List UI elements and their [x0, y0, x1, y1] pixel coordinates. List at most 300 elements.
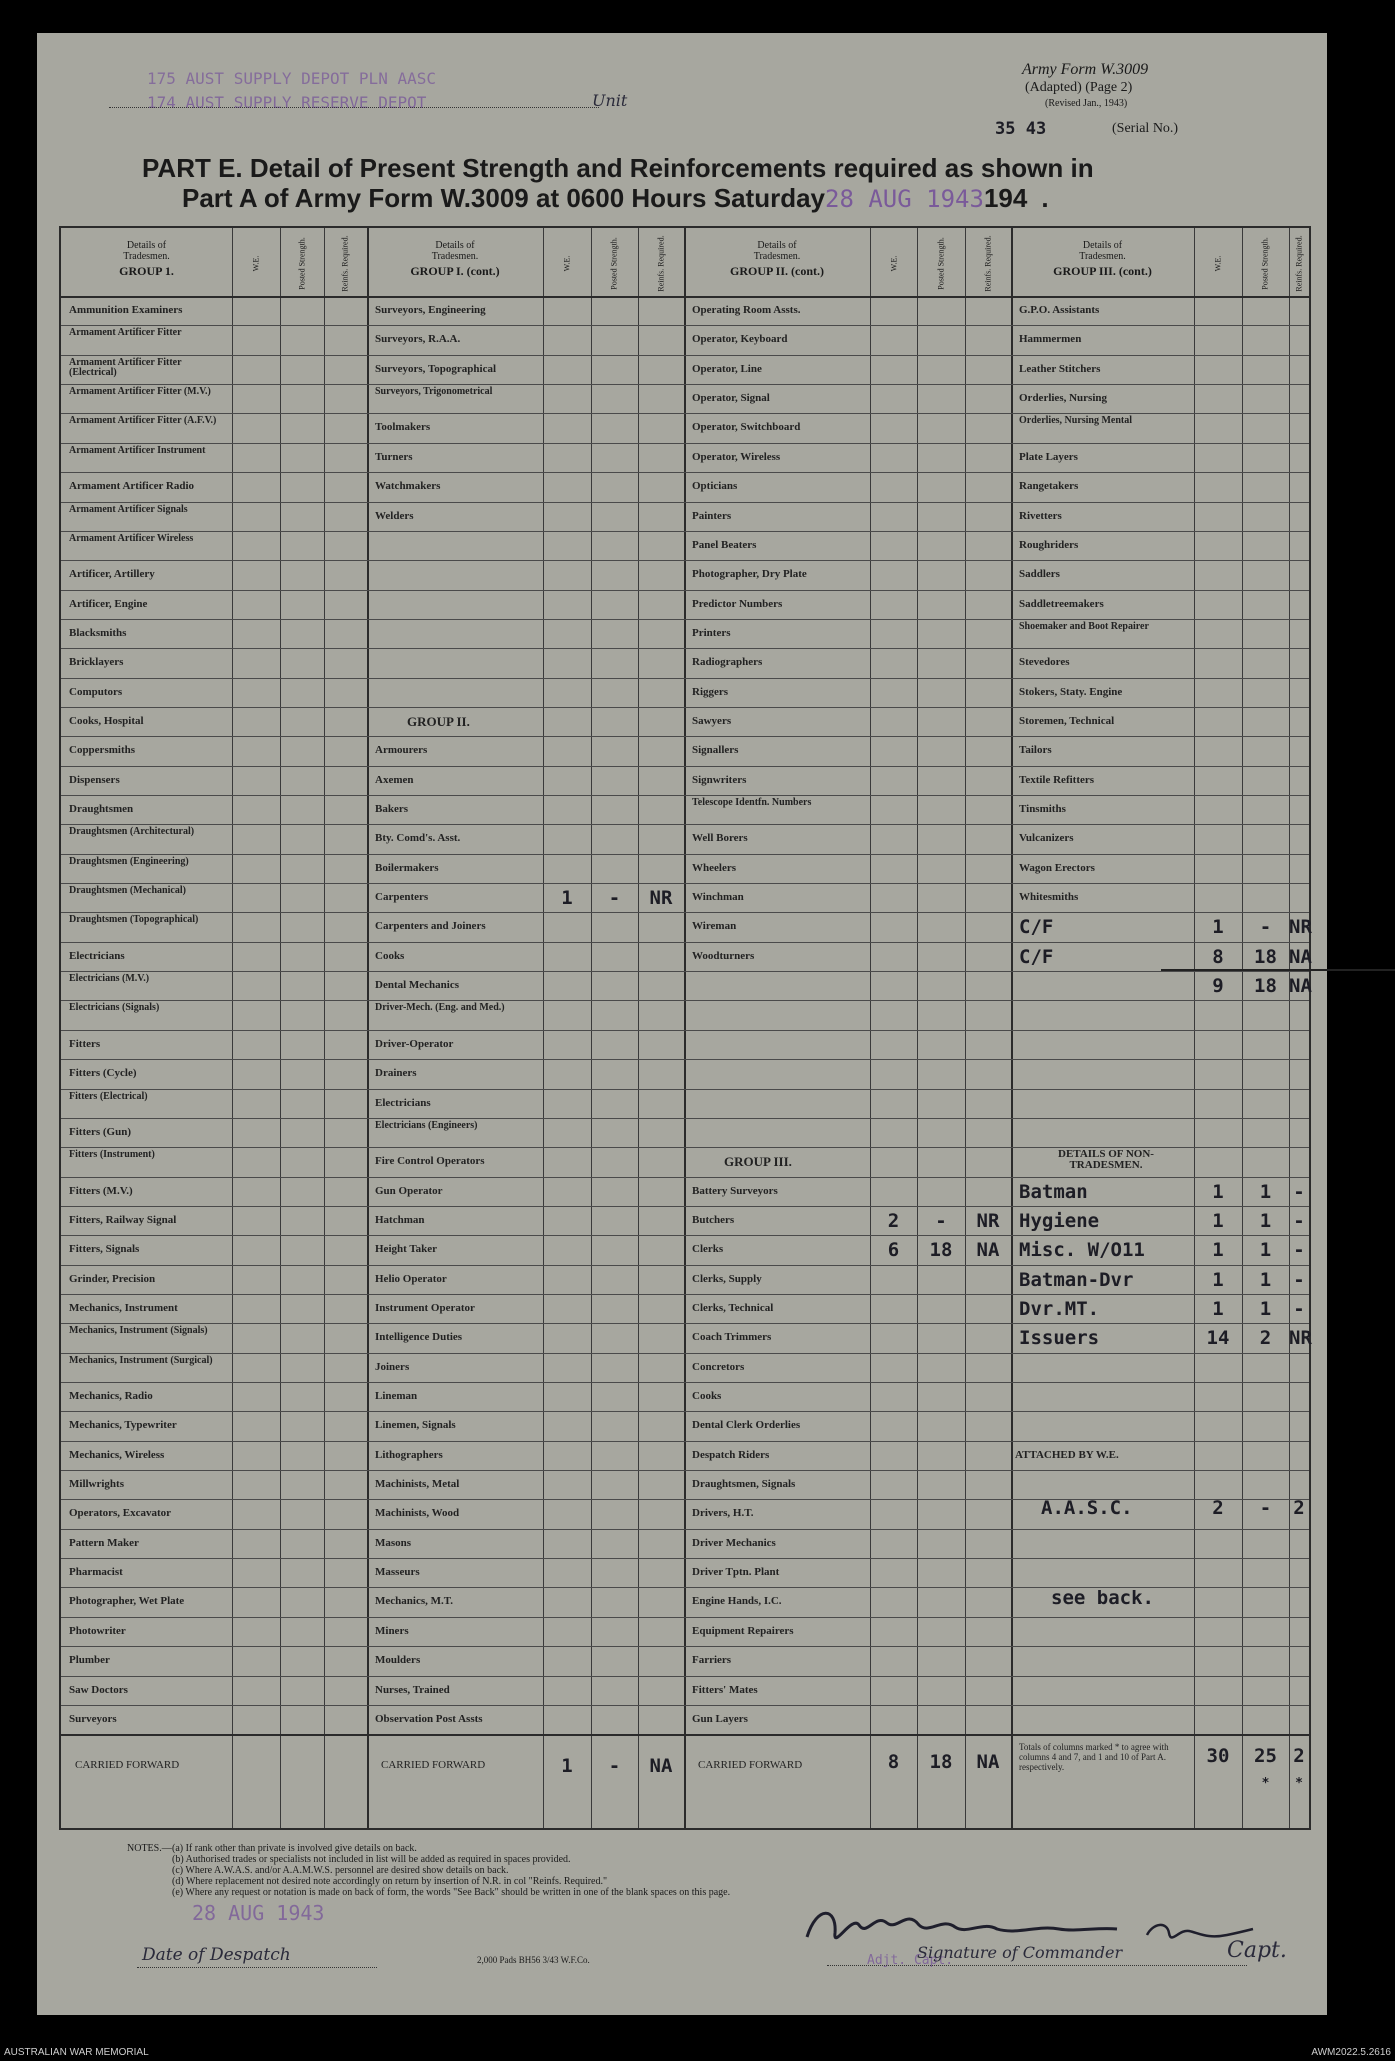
header-reinfs-text: Reinfs. Required.	[1294, 234, 1304, 292]
attached-reinfs: 2	[1293, 1497, 1305, 1520]
trade-label: Wireman	[692, 920, 737, 933]
despatch-date-stamp: 28 AUG 1943	[192, 1901, 325, 1925]
clerks-we: 6	[887, 1239, 900, 1262]
non-tradesman-we: 1	[1212, 1209, 1224, 1232]
non-tradesman-reinfs: -	[1293, 1180, 1305, 1203]
header-line: Details of	[126, 240, 167, 251]
cf-col2-posted: -	[608, 1755, 621, 1778]
header-reinfs	[643, 234, 679, 292]
row-rule	[61, 413, 1309, 414]
trade-label: Tinsmiths	[1019, 803, 1066, 815]
non-tradesman-reinfs: -	[1293, 1268, 1305, 1291]
trade-label: Electricians (Engineers)	[375, 1119, 478, 1131]
non-tradesman-we: 1	[1212, 1239, 1224, 1262]
title-period: .	[1041, 183, 1049, 213]
trade-label: Armament Artificer Instrument	[69, 444, 206, 456]
trade-label: Intelligence Duties	[375, 1331, 463, 1344]
unit-dotted-line	[109, 107, 599, 108]
non-tradesman-label: Dvr.MT.	[1019, 1297, 1100, 1320]
trade-label: Draughtsmen, Signals	[692, 1478, 796, 1490]
tradesmen-header	[61, 240, 232, 277]
trade-label: Cooks, Hospital	[69, 714, 144, 727]
trade-label: Armament Artificer Signals	[69, 503, 188, 515]
row-rule	[61, 766, 1309, 767]
trade-label: Engine Hands, I.C.	[692, 1595, 782, 1608]
attached-label: A.A.S.C.	[1041, 1497, 1133, 1520]
row-rule	[61, 824, 1309, 825]
header-line: Tradesmen.	[753, 251, 801, 262]
despatch-label: Date of Despatch	[142, 1945, 291, 1965]
header-group: GROUP I. (cont.)	[410, 264, 500, 278]
row-rule	[61, 1529, 1309, 1530]
trade-label: Rangetakers	[1019, 480, 1079, 493]
trade-label: Fitters, Signals	[69, 1243, 140, 1256]
header-posted-text: Posted Strength.	[610, 236, 620, 290]
row-rule	[61, 1294, 1309, 1295]
trade-label: Surveyors, Trigonometrical	[375, 386, 493, 398]
archive-caption-right: AWM2022.5.2616	[1311, 2047, 1391, 2058]
attached-heading: ATTACHED BY W.E.	[1015, 1448, 1119, 1461]
header-reinfs	[328, 234, 364, 292]
trade-label: Blacksmiths	[69, 626, 127, 639]
trade-label: Driver Mechanics	[692, 1536, 776, 1549]
trade-label: Tailors	[1019, 744, 1052, 757]
trade-label: Wagon Erectors	[1019, 861, 1095, 874]
row-rule	[61, 325, 1309, 326]
trade-label: Watchmakers	[375, 480, 441, 493]
row-rule	[61, 502, 1309, 503]
cf2-label: C/F	[1019, 945, 1054, 968]
notes-list	[172, 1843, 730, 1898]
trade-label: Instrument Operator	[375, 1301, 475, 1314]
trade-label: Hammermen	[1019, 333, 1082, 346]
trade-label: GROUP II.	[407, 713, 470, 729]
trade-label: Turners	[375, 450, 413, 463]
trade-label: Pharmacist	[69, 1566, 123, 1578]
trade-label: Armament Artificer Fitter	[69, 327, 182, 339]
trade-label: Operators, Excavator	[69, 1507, 172, 1520]
carried-forward-label: CARRIED FORWARD	[381, 1759, 486, 1772]
clerks-reinfs: NA	[976, 1239, 1000, 1262]
trade-label: Artificer, Engine	[69, 597, 148, 610]
attached-we: 2	[1212, 1497, 1224, 1520]
trade-label: Storemen, Technical	[1019, 714, 1115, 727]
row-rule	[61, 443, 1309, 444]
header-posted	[597, 234, 633, 292]
header-reinfs-text: Reinfs. Required.	[656, 234, 666, 292]
notes-label: NOTES.—	[127, 1843, 172, 1854]
row-rule	[61, 1118, 1309, 1119]
trade-label: Millwrights	[69, 1478, 124, 1490]
trade-label: Clerks, Supply	[692, 1272, 762, 1285]
carpenters-reinfs: NR	[649, 887, 673, 909]
cf-col3-posted: 18	[929, 1751, 953, 1774]
trade-label: Textile Refitters	[1019, 773, 1095, 786]
trade-label: Carpenters and Joiners	[375, 920, 486, 933]
trade-label: Operator, Signal	[692, 392, 770, 405]
trade-label: Bakers	[375, 803, 408, 815]
note-line: (e) Where any request or notation is made on back of form, the words "See Back" should be written in one of the blank spaces on this page.	[172, 1887, 731, 1898]
trade-label: Draughtsmen (Engineering)	[69, 855, 189, 867]
trade-label: Well Borers	[692, 832, 748, 845]
trade-label: Joiners	[375, 1360, 410, 1373]
trade-label: Surveyors, R.A.A.	[375, 333, 461, 346]
row-rule	[61, 590, 1309, 591]
cf-col2-reinfs: NA	[649, 1755, 673, 1778]
row-rule	[61, 648, 1309, 649]
header-group: GROUP 1.	[119, 264, 174, 278]
trade-label: Photowriter	[69, 1624, 126, 1637]
trade-label: Clerks	[692, 1243, 724, 1256]
tradesmen-header	[684, 240, 870, 277]
header-we-text: W.E.	[251, 255, 261, 271]
row-rule	[61, 1000, 1309, 1001]
header-we-text: W.E.	[1213, 255, 1223, 271]
trade-label: Masons	[375, 1536, 412, 1549]
non-tradesman-we: 14	[1206, 1327, 1230, 1350]
trade-label: Wheelers	[692, 861, 736, 874]
header-line: Tradesmen.	[431, 251, 479, 262]
trade-label: Driver-Operator	[375, 1037, 454, 1050]
row-rule	[61, 942, 1309, 943]
trade-label: Drainers	[375, 1067, 417, 1080]
header-we	[1200, 234, 1236, 292]
trade-label: Mechanics, Instrument (Signals)	[69, 1325, 208, 1337]
cf2-reinfs: NA	[1289, 945, 1312, 968]
row-rule	[61, 678, 1309, 679]
row-rule	[61, 736, 1309, 737]
trade-label: Boilermakers	[375, 861, 439, 874]
trade-label: Cooks	[375, 949, 405, 962]
non-tradesman-reinfs: -	[1293, 1239, 1305, 1262]
row-rule	[61, 1235, 1309, 1236]
trade-label: Fitters, Railway Signal	[69, 1213, 177, 1226]
trade-label: Artificer, Artillery	[69, 568, 155, 581]
header-line: Details of	[757, 240, 797, 251]
trade-label: Bricklayers	[69, 656, 124, 669]
trade-label: Mechanics, Instrument (Surgical)	[69, 1354, 213, 1366]
trade-label: Draughtsmen	[69, 803, 134, 815]
trade-label: Cooks	[692, 1390, 722, 1402]
trade-label: Fitters (Cycle)	[69, 1067, 137, 1080]
non-tradesmen-heading: DETAILS OF NON-TRADESMEN.	[1058, 1148, 1154, 1172]
totals-posted: 25	[1254, 1745, 1277, 1768]
row-rule	[61, 707, 1309, 708]
header-we-text: W.E.	[888, 255, 898, 271]
trade-label: Predictor Numbers	[692, 597, 783, 610]
trade-label: Equipment Repairers	[692, 1624, 794, 1637]
trade-label: Armament Artificer Radio	[69, 480, 195, 493]
total-underline	[1161, 969, 1395, 971]
trade-label: Orderlies, Nursing	[1019, 392, 1107, 405]
cf-total-posted: 18	[1254, 975, 1277, 998]
note-line: (a) If rank other than private is involved give details on back.	[172, 1843, 417, 1854]
trade-label: Farriers	[692, 1654, 732, 1667]
header-line: Tradesmen.	[1079, 251, 1126, 262]
trade-label: Saddlers	[1019, 568, 1060, 581]
trade-label: Rivetters	[1019, 509, 1062, 522]
title-year-suffix: 194	[983, 183, 1028, 213]
trade-label: Observation Post Assts	[375, 1712, 483, 1725]
trade-label: Operator, Switchboard	[692, 421, 801, 434]
header-reinfs	[1281, 234, 1317, 292]
trade-label: Fitters (Instrument)	[69, 1149, 155, 1161]
row-rule	[61, 1206, 1309, 1207]
trade-label: Draughtsmen (Architectural)	[69, 826, 195, 838]
trade-label: Plumber	[69, 1654, 110, 1667]
trade-label: Mechanics, Instrument	[69, 1301, 178, 1314]
title-line-1: PART E. Detail of Present Strength and Reinforcements required as shown in	[142, 153, 1094, 183]
non-tradesman-reinfs: -	[1293, 1297, 1305, 1320]
totals-reinfs: 2	[1293, 1745, 1305, 1768]
row-rule	[61, 1323, 1309, 1324]
trade-label: Surveyors, Topographical	[375, 362, 497, 375]
header-posted	[923, 234, 959, 292]
trade-label: Welders	[375, 509, 414, 522]
trade-label: Plate Layers	[1019, 450, 1078, 463]
non-tradesman-posted: 1	[1259, 1268, 1272, 1291]
cf1-label: C/F	[1019, 916, 1054, 939]
carpenters-we: 1	[561, 887, 573, 909]
note-line: (d) Where replacement not desired note accordingly on return by insertion of N.R. in col "Reinfs. Required."	[172, 1876, 608, 1887]
trade-label: Leather Stitchers	[1019, 362, 1101, 375]
header-posted	[1248, 234, 1284, 292]
header-posted	[284, 234, 320, 292]
row-rule	[61, 355, 1309, 356]
carried-forward-label: CARRIED FORWARD	[75, 1759, 180, 1772]
row-rule	[61, 971, 1309, 972]
non-tradesman-posted: 1	[1259, 1239, 1272, 1262]
printer-imprint: 2,000 Pads BH56 3/43 W.F.Co.	[477, 1955, 590, 1965]
trade-label: Dental Clerk Orderlies	[692, 1419, 801, 1432]
trade-label: Computors	[69, 685, 123, 698]
trade-label: Orderlies, Nursing Mental	[1019, 415, 1133, 427]
trade-label: Fitters (M.V.)	[69, 1184, 133, 1197]
tradesmen-header	[1011, 240, 1194, 277]
trade-label: Bty. Comd's. Asst.	[375, 832, 461, 845]
trade-label: Helio Operator	[375, 1272, 447, 1285]
trade-label: Armament Artificer Fitter (Electrical)	[69, 356, 182, 378]
header-reinfs-text: Reinfs. Required.	[341, 234, 350, 292]
trade-label: Panel Beaters	[692, 538, 757, 551]
trade-label: GROUP III.	[724, 1154, 792, 1170]
trade-label: Fitters (Gun)	[69, 1125, 132, 1138]
trade-label: Electricians	[69, 949, 125, 962]
carpenters-posted: -	[608, 887, 621, 909]
non-tradesman-we: 1	[1212, 1180, 1224, 1203]
trade-label: Toolmakers	[375, 421, 431, 434]
totals-we: 30	[1206, 1745, 1230, 1768]
trade-label: Photographer, Wet Plate	[69, 1595, 185, 1608]
title-line-2	[182, 183, 1049, 214]
non-tradesman-label: Batman-Dvr	[1019, 1268, 1134, 1291]
butchers-reinfs: NR	[976, 1209, 1000, 1232]
trade-label: Pattern Maker	[69, 1536, 139, 1549]
trade-label: Draughtsmen (Topographical)	[69, 914, 199, 926]
totals-star-posted: *	[1261, 1776, 1270, 1792]
row-rule	[61, 1059, 1309, 1060]
trade-label: Operating Room Assts.	[692, 304, 801, 316]
cf2-posted: 18	[1254, 945, 1277, 968]
trade-label: Linemen, Signals	[375, 1419, 456, 1432]
row-rule	[61, 883, 1309, 884]
cf1-reinfs: NR	[1289, 916, 1312, 939]
form-adapted: (Adapted) (Page 2)	[1025, 80, 1133, 95]
trade-label: Gun Operator	[375, 1184, 443, 1197]
trade-label: Fitters	[69, 1037, 101, 1050]
row-rule	[61, 1558, 1309, 1559]
trade-label: Nurses, Trained	[375, 1683, 450, 1696]
header-we	[238, 234, 274, 292]
header-rule	[61, 296, 1309, 298]
trade-label: Machinists, Wood	[375, 1507, 460, 1520]
trade-label: Fitters (Electrical)	[69, 1090, 148, 1102]
trade-label: Axemen	[375, 773, 414, 786]
trade-label: Height Taker	[375, 1243, 438, 1256]
trade-label: Sawyers	[692, 714, 732, 727]
carried-forward-label: CARRIED FORWARD	[698, 1759, 803, 1772]
header-posted-text: Posted Strength.	[297, 236, 307, 290]
trade-label: Opticians	[692, 480, 738, 493]
serial-number: 35 43	[995, 119, 1047, 139]
trade-label: Despatch Riders	[692, 1448, 770, 1461]
trade-label: Mechanics, M.T.	[375, 1595, 454, 1608]
non-tradesman-label: Batman	[1019, 1180, 1088, 1203]
row-rule	[61, 1705, 1309, 1706]
header-reinfs-text: Reinfs. Required.	[983, 234, 993, 292]
non-tradesman-reinfs: NR	[1289, 1327, 1312, 1350]
cf-col2-we: 1	[561, 1755, 573, 1778]
trade-label: Vulcanizers	[1019, 832, 1074, 845]
signature-line	[827, 1965, 1247, 1966]
carried-forward-rule	[61, 1734, 1309, 1736]
row-rule	[61, 1177, 1309, 1178]
totals-star-reinfs: *	[1295, 1776, 1303, 1792]
trade-label: Fire Control Operators	[375, 1155, 485, 1168]
row-rule	[61, 472, 1309, 473]
row-rule	[61, 531, 1309, 532]
trade-label: Armament Artificer Wireless	[69, 532, 194, 544]
cf-total-reinfs: NA	[1289, 975, 1312, 998]
trade-label: Operator, Wireless	[692, 450, 781, 463]
trade-label: Driver Tptn. Plant	[692, 1566, 780, 1578]
trade-label: Lithographers	[375, 1448, 443, 1461]
trade-label: Radiographers	[692, 656, 763, 669]
header-we	[549, 234, 585, 292]
despatch-line	[137, 1967, 377, 1968]
trade-label: Winchman	[692, 891, 744, 903]
trade-label: Printers	[692, 626, 731, 639]
trade-label: Hatchman	[375, 1213, 425, 1226]
non-tradesman-posted: 1	[1259, 1180, 1272, 1203]
trade-label: Riggers	[692, 685, 729, 698]
cf1-we: 1	[1212, 916, 1224, 939]
attached-posted: -	[1259, 1497, 1272, 1520]
row-rule	[61, 854, 1309, 855]
trade-label: Miners	[375, 1624, 409, 1637]
trade-label: Butchers	[692, 1213, 735, 1226]
trade-label: G.P.O. Assistants	[1019, 304, 1100, 316]
header-we-text: W.E.	[562, 255, 572, 271]
cf-total-we: 9	[1212, 975, 1224, 998]
form-revised: (Revised Jan., 1943)	[1045, 98, 1128, 109]
trade-label: Draughtsmen (Mechanical)	[69, 885, 186, 896]
trade-label: Gun Layers	[692, 1712, 748, 1725]
trade-label: Roughriders	[1019, 538, 1079, 551]
cf1-posted: -	[1259, 916, 1272, 939]
trade-label: Electricians (Signals)	[69, 1002, 160, 1014]
trade-label: Lineman	[375, 1390, 418, 1402]
trade-label: Battery Surveyors	[692, 1184, 778, 1197]
non-tradesman-we: 1	[1212, 1268, 1224, 1291]
trade-label: Masseurs	[375, 1566, 420, 1578]
butchers-we: 2	[887, 1209, 900, 1232]
title-date-stamp: 28 AUG 1943	[825, 185, 984, 213]
trade-label: Surveyors	[69, 1712, 117, 1725]
unit-label: Unit	[592, 91, 628, 110]
header-group: GROUP III. (cont.)	[1053, 264, 1152, 278]
rank-handwritten: Capt.	[1227, 1938, 1287, 1963]
note-line: (c) Where A.W.A.S. and/or A.A.M.W.S. personnel are desired show details on back.	[172, 1865, 509, 1876]
row-rule	[61, 619, 1309, 620]
trade-label: Woodturners	[692, 949, 755, 962]
title-line-2-text: Part A of Army Form W.3009 at 0600 Hours Saturday	[182, 183, 825, 213]
trade-label: Armourers	[375, 744, 428, 757]
row-rule	[61, 1470, 1309, 1471]
trade-label: Stokers, Staty. Engine	[1019, 685, 1123, 698]
row-rule	[61, 912, 1309, 913]
trade-label: Photographer, Dry Plate	[692, 568, 807, 581]
row-rule	[61, 1353, 1309, 1354]
trade-label: Ammunition Examiners	[69, 304, 183, 316]
cf2-we: 8	[1212, 945, 1224, 968]
trade-label: Stevedores	[1019, 656, 1070, 669]
header-we	[876, 234, 912, 292]
non-tradesman-posted: 1	[1259, 1209, 1272, 1232]
serial-label: (Serial No.)	[1112, 121, 1179, 136]
header-posted-text: Posted Strength.	[1261, 236, 1271, 290]
trade-label: Signwriters	[692, 773, 747, 786]
form-sheet	[37, 33, 1327, 2015]
trade-label: Concretors	[692, 1360, 745, 1373]
row-rule	[61, 1265, 1309, 1266]
trade-label: Painters	[692, 509, 732, 522]
trade-label: Fitters' Mates	[692, 1683, 758, 1696]
trade-label: Dental Mechanics	[375, 979, 460, 992]
header-group: GROUP II. (cont.)	[730, 264, 824, 278]
row-rule	[61, 1089, 1309, 1090]
row-rule	[61, 1676, 1309, 1677]
non-tradesman-posted: 1	[1259, 1297, 1272, 1320]
trade-label: Saddletreemakers	[1019, 597, 1104, 610]
row-rule	[61, 1646, 1309, 1647]
non-tradesman-reinfs: -	[1293, 1209, 1305, 1232]
trade-label: Whitesmiths	[1019, 891, 1079, 903]
note-line: (b) Authorised trades or specialists not included in list will be added as required in spaces provided.	[172, 1854, 571, 1865]
trade-label: Operator, Keyboard	[692, 333, 788, 346]
trade-label: Machinists, Metal	[375, 1478, 460, 1490]
unit-stamp-1: 175 AUST SUPPLY DEPOT PLN AASC	[147, 69, 436, 88]
row-rule	[61, 560, 1309, 561]
totals-note: Totals of columns marked * to agree with columns 4 and 7, and 1 and 10 of Part A. respectively.	[1019, 1742, 1169, 1773]
non-tradesman-label: Misc. W/O11	[1019, 1239, 1145, 1262]
tradesmen-header	[367, 240, 543, 277]
form-number: Army Form W.3009	[1022, 61, 1149, 78]
adjutant-stamp: Adjt. Capt.	[867, 1953, 954, 1968]
signature-label: Signature of Commander	[917, 1943, 1123, 1962]
trade-label: Mechanics, Typewriter	[69, 1419, 177, 1432]
row-rule	[61, 1411, 1309, 1412]
